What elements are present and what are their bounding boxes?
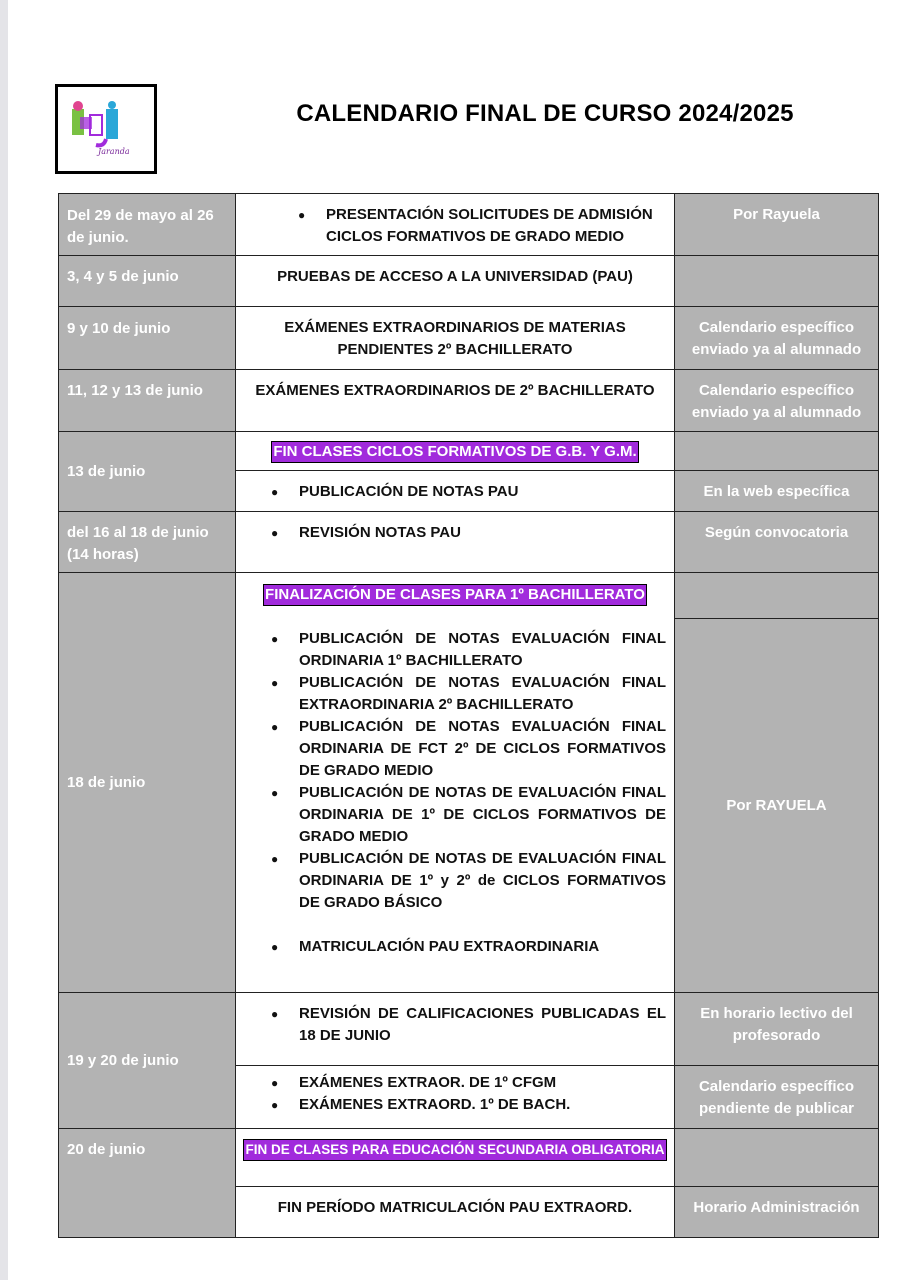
highlight-label: FIN CLASES CICLOS FORMATIVOS DE G.B. Y G.M. <box>271 441 638 463</box>
date-cell: 9 y 10 de junio <box>59 307 236 370</box>
item-cell <box>236 1066 675 1129</box>
list-item: ● PUBLICACIÓN DE NOTAS DE EVALUACIÓN FINAL ORDINARIA DE 1º DE CICLOS FORMATIVOS DE GRADO MEDIO <box>299 782 666 848</box>
item-cell <box>236 573 675 993</box>
document-page <box>8 0 906 1280</box>
table-row <box>59 194 879 256</box>
date-cell: 13 de junio <box>59 432 236 512</box>
item-cell <box>236 993 675 1066</box>
note-cell: Según convocatoria <box>675 512 879 573</box>
item-cell <box>236 1129 675 1187</box>
item-line: PENDIENTES 2º BACHILLERATO <box>337 341 573 358</box>
note-cell: En la web específica <box>675 471 879 512</box>
table-row <box>59 573 879 619</box>
note-cell: En horario lectivo del profesorado <box>675 993 879 1066</box>
list-item: ● PUBLICACIÓN DE NOTAS DE EVALUACIÓN FINAL ORDINARIA DE 1º y 2º de CICLOS FORMATIVOS DE GRADO BÁSICO <box>299 848 666 914</box>
date-cell: 19 y 20 de junio <box>59 993 236 1129</box>
page-title: CALENDARIO FINAL DE CURSO 2024/2025 <box>296 100 794 127</box>
calendar-table <box>58 193 879 1238</box>
school-logo <box>55 84 157 174</box>
logo-icon <box>58 87 154 171</box>
list-item: ● REVISIÓN NOTAS PAU <box>299 522 666 544</box>
list-item: ● PUBLICACIÓN DE NOTAS EVALUACIÓN FINAL ORDINARIA 1º BACHILLERATO <box>299 628 666 672</box>
date-cell: 18 de junio <box>59 573 236 993</box>
date-cell: 3, 4 y 5 de junio <box>59 256 236 307</box>
note-cell <box>675 1129 879 1187</box>
table-row <box>59 307 879 370</box>
note-cell: Calendario específico enviado ya al alumnado <box>675 370 879 432</box>
list-item: ● PRESENTACIÓN SOLICITUDES DE ADMISIÓN CICLOS FORMATIVOS DE GRADO MEDIO <box>326 204 666 248</box>
date-cell: Del 29 de mayo al 26 de junio. <box>59 194 236 256</box>
logo-text: Jaranda <box>98 147 130 156</box>
table-row <box>59 1129 879 1187</box>
item-cell <box>236 471 675 512</box>
note-cell: Por RAYUELA <box>675 619 879 993</box>
list-item: ● MATRICULACIÓN PAU EXTRAORDINARIA <box>299 936 666 958</box>
item-cell <box>236 432 675 471</box>
highlight-label: FINALIZACIÓN DE CLASES PARA 1º BACHILLERATO <box>263 584 647 606</box>
date-cell: 20 de junio <box>59 1129 236 1238</box>
item-cell: EXÁMENES EXTRAORDINARIOS DE 2º BACHILLERATO <box>236 370 675 432</box>
table-row <box>59 512 879 573</box>
note-cell: Calendario específico enviado ya al alumnado <box>675 307 879 370</box>
item-cell: FIN PERÍODO MATRICULACIÓN PAU EXTRAORD. <box>236 1187 675 1238</box>
note-cell: Por Rayuela <box>675 194 879 256</box>
list-item: ● EXÁMENES EXTRAORD. 1º DE BACH. <box>299 1094 666 1116</box>
list-item: ● PUBLICACIÓN DE NOTAS EVALUACIÓN FINAL EXTRAORDINARIA 2º BACHILLERATO <box>299 672 666 716</box>
list-item: ● PUBLICACIÓN DE NOTAS EVALUACIÓN FINAL ORDINARIA DE FCT 2º DE CICLOS FORMATIVOS DE GRADO MEDIO <box>299 716 666 782</box>
item-line: EXÁMENES EXTRAORDINARIOS DE MATERIAS <box>284 319 626 336</box>
note-cell: Calendario específico pendiente de publicar <box>675 1066 879 1129</box>
list-item: ● PUBLICACIÓN DE NOTAS PAU <box>299 481 666 503</box>
table-row <box>59 993 879 1066</box>
note-cell <box>675 573 879 619</box>
table-row <box>59 256 879 307</box>
list-item: ● EXÁMENES EXTRAOR. DE 1º CFGM <box>299 1072 666 1094</box>
note-cell <box>675 432 879 471</box>
highlight-label: FIN DE CLASES PARA EDUCACIÓN SECUNDARIA OBLIGATORIA <box>243 1139 666 1161</box>
note-cell: Horario Administración <box>675 1187 879 1238</box>
item-cell: PRUEBAS DE ACCESO A LA UNIVERSIDAD (PAU) <box>236 256 675 307</box>
date-cell: del 16 al 18 de junio (14 horas) <box>59 512 236 573</box>
item-cell <box>236 512 675 573</box>
list-item: ● REVISIÓN DE CALIFICACIONES PUBLICADAS EL 18 DE JUNIO <box>299 1003 666 1047</box>
item-cell <box>236 194 675 256</box>
date-cell: 11, 12 y 13 de junio <box>59 370 236 432</box>
note-cell <box>675 256 879 307</box>
item-cell <box>236 307 675 370</box>
table-row <box>59 432 879 471</box>
table-row <box>59 370 879 432</box>
